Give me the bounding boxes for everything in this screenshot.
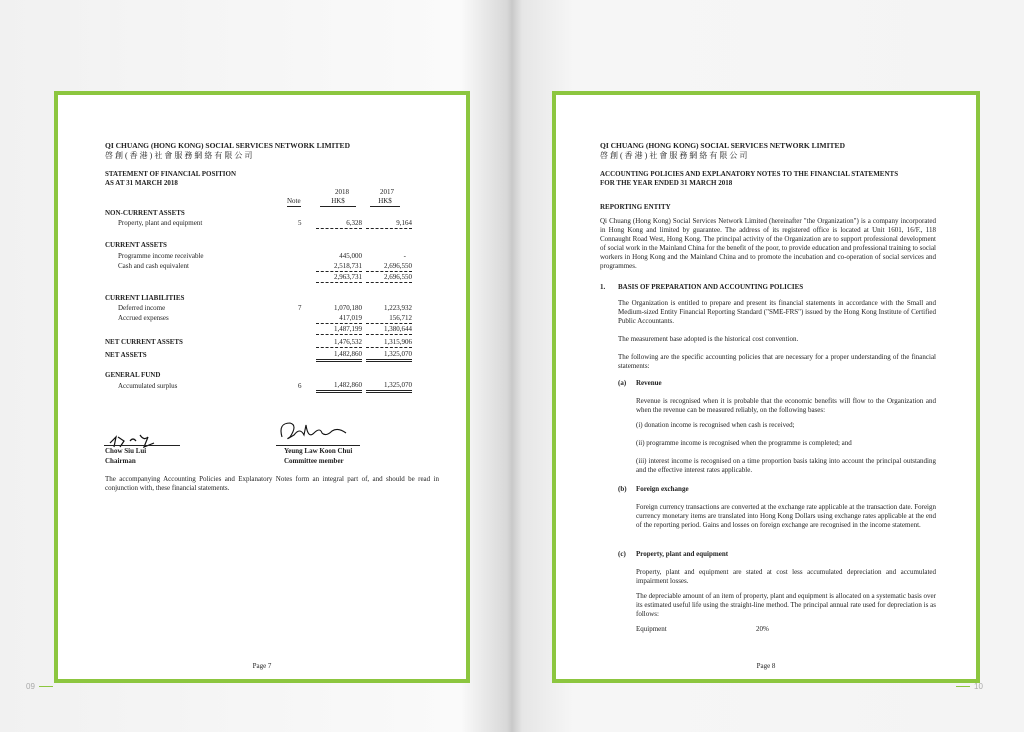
row-pir-2017: - bbox=[403, 252, 406, 260]
row-ca-total-2018: 2,963,731 bbox=[316, 273, 362, 283]
section-1-number: 1. bbox=[600, 283, 606, 291]
section-current-liabilities: CURRENT LIABILITIES bbox=[105, 294, 185, 302]
policy-a-heading: Revenue bbox=[636, 379, 662, 387]
right-page-frame bbox=[552, 91, 980, 683]
left-page-frame bbox=[54, 91, 470, 683]
folio-right bbox=[952, 682, 983, 691]
col-header-2017: 2017 bbox=[380, 188, 394, 196]
notes-title: ACCOUNTING POLICIES AND EXPLANATORY NOTES TO THE FINANCIAL STATEMENTS bbox=[600, 170, 899, 178]
company-name-cn-right: 啓創(香港)社會服務網絡有限公司 bbox=[600, 151, 750, 160]
policy-a-item-i: (i) donation income is recognised when cash is received; bbox=[636, 421, 795, 429]
col-header-currency-2018: HK$ bbox=[320, 197, 356, 207]
policy-a-item-ii: (ii) programme income is recognised when the programme is completed; and bbox=[636, 439, 852, 447]
folio-right-number: 10 bbox=[974, 682, 983, 691]
row-pir-label: Programme income receivable bbox=[118, 252, 204, 260]
reporting-entity-heading: REPORTING ENTITY bbox=[600, 203, 671, 211]
policy-a-label: (a) bbox=[618, 379, 627, 387]
row-ppe-note: 5 bbox=[298, 219, 302, 227]
statement-footnote: The accompanying Accounting Policies and Explanatory Notes form an integral part of, and should be read in conjunction with, these financial statements. bbox=[105, 475, 439, 492]
company-name-cn: 啓創(香港)社會服務網絡有限公司 bbox=[105, 151, 255, 160]
row-as-2017: 1,325,070 bbox=[366, 381, 412, 393]
right-page bbox=[512, 0, 1024, 732]
row-cash-2017: 2,696,550 bbox=[366, 262, 412, 272]
col-header-note: Note bbox=[287, 197, 301, 205]
row-ae-2018: 417,019 bbox=[316, 314, 362, 324]
policy-b-text: Foreign currency transactions are converted at the exchange rate applicable at the transaction date. Foreign currency monetary items are translated into Hong Kong Dollars using exchange rates applicable at the end of the reporting period. Gains and losses on foreign exchange are recognised in the income statement. bbox=[636, 503, 936, 529]
policy-a-item-iii: (iii) interest income is recognised on a time proportion basis taking into account the principal outstanding and the effective interest rates applicable. bbox=[636, 457, 936, 474]
section-general-fund: GENERAL FUND bbox=[105, 371, 161, 379]
row-pir-2018: 445,000 bbox=[339, 252, 362, 260]
row-net-current-assets-2017: 1,315,906 bbox=[366, 338, 412, 348]
row-as-2018: 1,482,860 bbox=[316, 381, 362, 393]
row-ae-label: Accrued expenses bbox=[118, 314, 169, 322]
section-1-para-3: The following are the specific accounting policies that are necessary for a proper understanding of the financial statements: bbox=[618, 353, 936, 370]
row-ppe-2017: 9,164 bbox=[366, 219, 412, 229]
signer-1-role: Chairman bbox=[105, 457, 136, 465]
folio-right-rule bbox=[956, 686, 970, 687]
folio-left-number: 09 bbox=[26, 682, 35, 691]
notes-period: FOR THE YEAR ENDED 31 MARCH 2018 bbox=[600, 179, 733, 187]
row-cl-total-2018: 1,487,199 bbox=[316, 325, 362, 335]
statement-date: AS AT 31 MARCH 2018 bbox=[105, 179, 178, 187]
row-cl-total-2017: 1,380,644 bbox=[366, 325, 412, 335]
company-name-en: QI CHUANG (HONG KONG) SOCIAL SERVICES NETWORK LIMITED bbox=[105, 141, 350, 150]
row-ppe-2018: 6,328 bbox=[316, 219, 362, 229]
folio-left bbox=[26, 682, 57, 691]
row-net-assets-label: NET ASSETS bbox=[105, 351, 147, 359]
section-non-current-assets: NON-CURRENT ASSETS bbox=[105, 209, 185, 217]
col-header-2018: 2018 bbox=[335, 188, 349, 196]
policy-b-label: (b) bbox=[618, 485, 627, 493]
row-ppe-label: Property, plant and equipment bbox=[118, 219, 203, 227]
signer-2-name: Yeung Law Koon Chui bbox=[284, 447, 353, 455]
row-di-2017: 1,223,932 bbox=[384, 304, 412, 312]
policy-c-label: (c) bbox=[618, 550, 626, 558]
committee-member-signature bbox=[276, 417, 356, 447]
policy-c-para-2: The depreciable amount of an item of property, plant and equipment is allocated on a systematic basis over its estimated useful life using the straight-line method. The principal annual rate used for depreciation is as follows: bbox=[636, 592, 936, 618]
row-di-2018: 1,070,180 bbox=[334, 304, 362, 312]
row-ae-2017: 156,712 bbox=[366, 314, 412, 324]
equipment-rate: 20% bbox=[756, 625, 769, 633]
row-ca-total-2017: 2,696,550 bbox=[366, 273, 412, 283]
section-1-para-1: The Organization is entitled to prepare and present its financial statements in accordance with the Small and Medium-sized Entity Financial Reporting Standard ("SME-FRS") issued by the Hong Kong Institute of Certified Public Accountants. bbox=[618, 299, 936, 325]
row-di-label: Deferred income bbox=[118, 304, 166, 312]
row-di-note: 7 bbox=[298, 304, 302, 312]
equipment-label: Equipment bbox=[636, 625, 667, 633]
row-net-current-assets-label: NET CURRENT ASSETS bbox=[105, 338, 183, 346]
policy-c-para-1: Property, plant and equipment are stated at cost less accumulated depreciation and accumulated impairment losses. bbox=[636, 568, 936, 585]
signature-line-2 bbox=[276, 445, 360, 446]
row-cash-label: Cash and cash equivalent bbox=[118, 262, 189, 270]
statement-title: STATEMENT OF FINANCIAL POSITION bbox=[105, 170, 237, 178]
row-cash-2018: 2,518,731 bbox=[316, 262, 362, 272]
signature-line-1 bbox=[104, 445, 180, 446]
signer-1-name: Chow Siu Lui bbox=[105, 447, 147, 455]
section-1-heading: BASIS OF PREPARATION AND ACCOUNTING POLICIES bbox=[618, 283, 804, 291]
page-number-8: Page 8 bbox=[756, 662, 776, 670]
statement-of-financial-position bbox=[58, 95, 466, 679]
row-net-assets-2018: 1,482,860 bbox=[316, 350, 362, 362]
section-1-para-2: The measurement base adopted is the historical cost convention. bbox=[618, 335, 799, 343]
row-net-current-assets-2018: 1,476,532 bbox=[316, 338, 362, 348]
reporting-entity-text: Qi Chuang (Hong Kong) Social Services Network Limited (hereinafter "the Organization") is a company incorporated in Hong Kong and limited by guarantee. The address of its registered office is located at Unit 1601, 16/F., 118 Connaught Road West, Hong Kong. The principal activity of the Organization are to support professional development of social work in the Mainland China for the benefit of the poor, to provide education and professional training to social workers in Hong Kong and the Mainland China and to promote the incubation and co-operation of social services and programmes. bbox=[600, 217, 936, 270]
row-as-note: 6 bbox=[298, 382, 302, 390]
row-as-label: Accumulated surplus bbox=[118, 382, 178, 390]
page-number-7: Page 7 bbox=[252, 662, 272, 670]
accounting-policies-notes bbox=[556, 95, 976, 679]
row-net-assets-2017: 1,325,070 bbox=[366, 350, 412, 362]
company-name-en-right: QI CHUANG (HONG KONG) SOCIAL SERVICES NETWORK LIMITED bbox=[600, 141, 845, 150]
col-header-currency-2017: HK$ bbox=[370, 197, 400, 207]
policy-b-heading: Foreign exchange bbox=[636, 485, 689, 493]
folio-left-rule bbox=[39, 686, 53, 687]
policy-c-heading: Property, plant and equipment bbox=[636, 550, 729, 558]
policy-a-text: Revenue is recognised when it is probable that the economic benefits will flow to the Organization and when the revenue can be measured reliably, on the following bases: bbox=[636, 397, 936, 414]
section-current-assets: CURRENT ASSETS bbox=[105, 241, 167, 249]
signer-2-role: Committee member bbox=[284, 457, 344, 465]
